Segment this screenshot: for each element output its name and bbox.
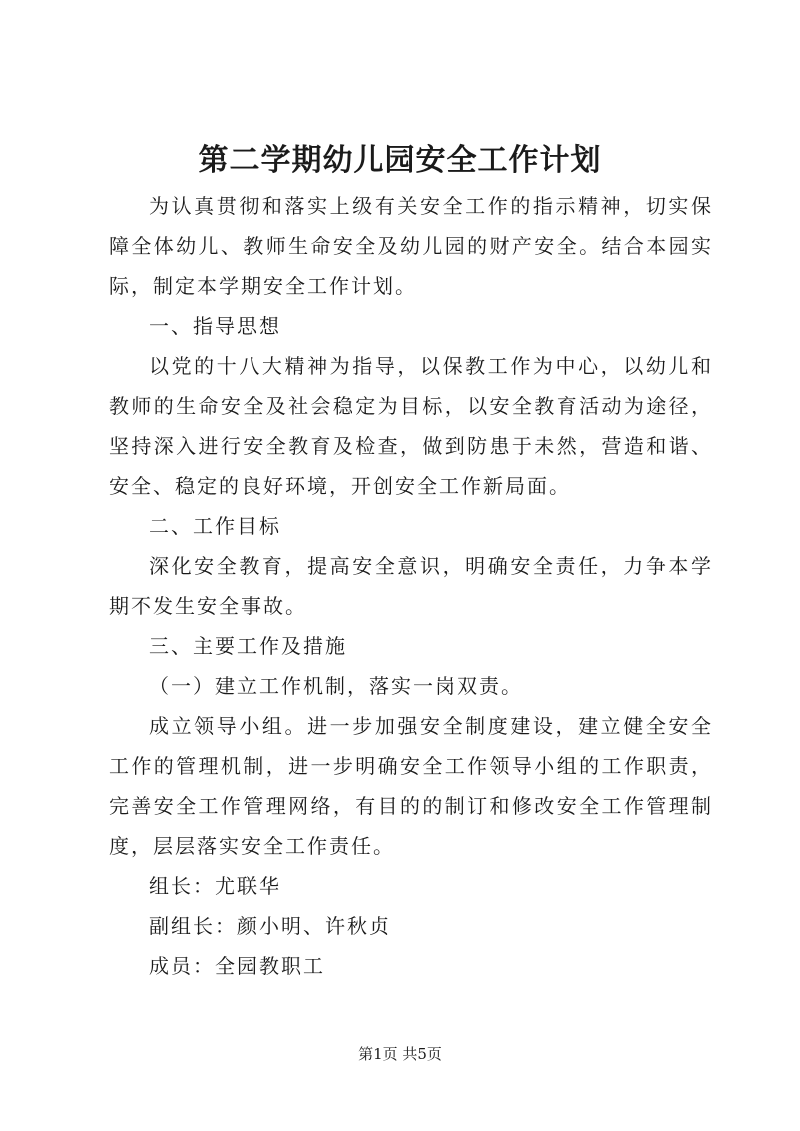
members-line: 成员：全园教职工 (149, 954, 325, 978)
group-leader-line: 组长：尤联华 (149, 874, 281, 898)
document-title: 第二学期幼儿园安全工作计划 (198, 143, 602, 178)
document-body (109, 186, 713, 986)
section-heading-guiding-thought: 一、指导思想 (149, 314, 281, 338)
leadership-group-paragraph: 成立领导小组。进一步加强安全制度建设，建立健全安全工作的管理机制，进一步明确安全工作领导小组的工作职责，完善安全工作管理网络，有目的的制订和修改安全工作管理制度，层层落实安全工作责任。 (109, 714, 713, 858)
work-goals-paragraph: 深化安全教育，提高安全意识，明确安全责任，力争本学期不发生安全事故。 (109, 554, 713, 618)
intro-paragraph: 为认真贯彻和落实上级有关安全工作的指示精神，切实保障全体幼儿、教师生命安全及幼儿园的财产安全。结合本园实际，制定本学期安全工作计划。 (109, 194, 713, 298)
deputy-leader-line: 副组长：颜小明、许秋贞 (149, 914, 391, 938)
subsection-heading-work-mechanism: （一）建立工作机制，落实一岗双责。 (149, 674, 523, 698)
section-heading-main-work: 三、主要工作及措施 (149, 634, 347, 658)
guiding-thought-paragraph: 以党的十八大精神为指导，以保教工作为中心，以幼儿和教师的生命安全及社会稳定为目标，以安全教育活动为途径，坚持深入进行安全教育及检查，做到防患于未然，营造和谐、安全、稳定的良好环境，开创安全工作新局面。 (109, 354, 713, 498)
page-number-footer: 第1页 共5页 (358, 1045, 442, 1063)
section-heading-work-goals: 二、工作目标 (149, 514, 281, 538)
